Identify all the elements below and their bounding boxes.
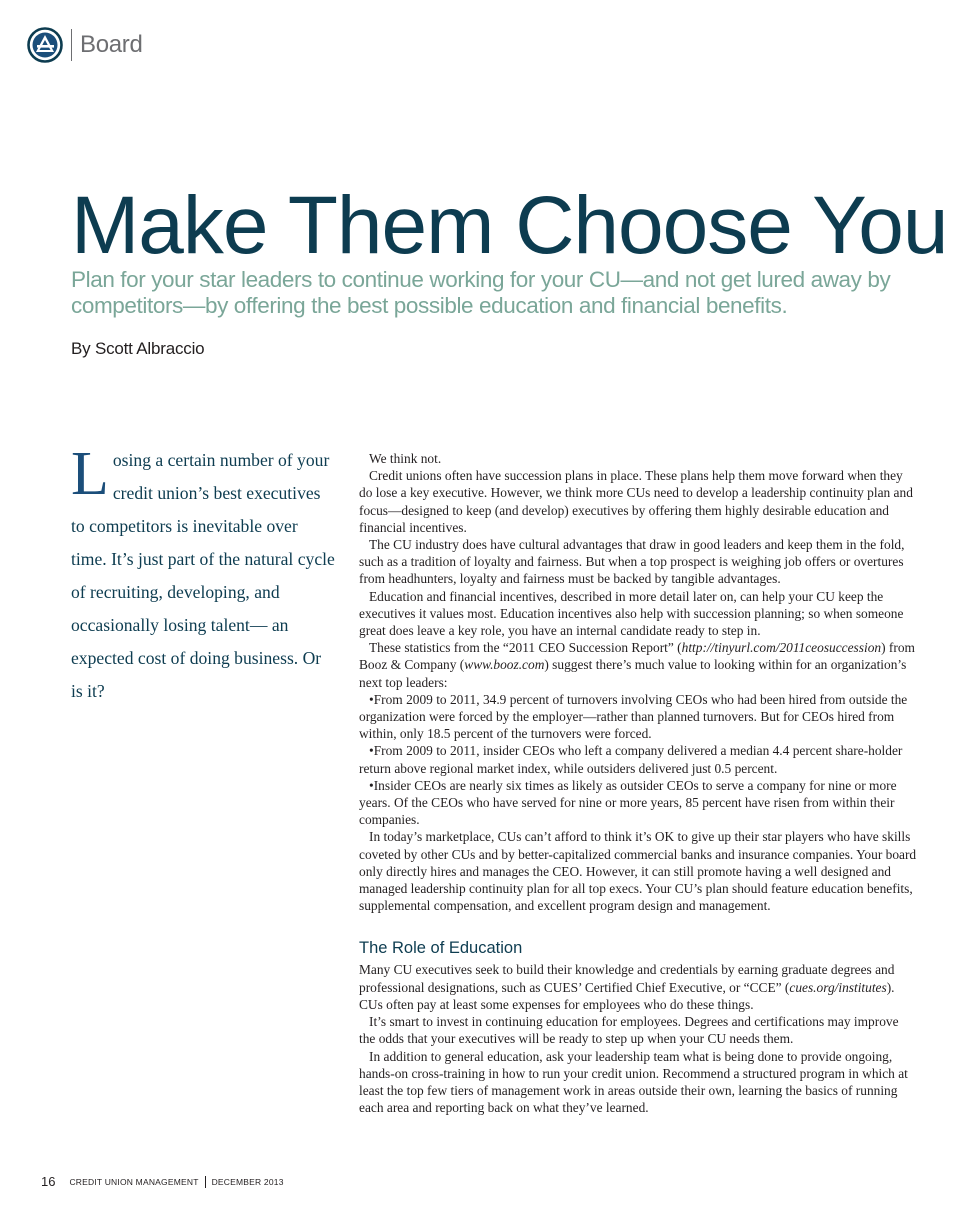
credit-union-logo-icon [27, 27, 63, 63]
body-paragraph: We think not. [369, 451, 442, 466]
report-link[interactable]: http://tinyurl.com/2011ceosuccession [681, 640, 882, 656]
publication-name: CREDIT UNION MANAGEMENT [69, 1176, 199, 1187]
issue-date: DECEMBER 2013 [211, 1176, 284, 1187]
page-footer [41, 1174, 284, 1189]
bullet-item: • Insider CEOs are nearly six times as likely as outsider CEOs to serve a company for nine or more years. Of the CEOs who have served for nine or more years, 85 percent have risen from within their companies. [359, 777, 917, 829]
body-paragraph: In today’s marketplace, CUs can’t afford to think it’s OK to give up their star players who have skills coveted by other CUs and by better-capitalized commercial banks and insurance companies. Your board only directly hires and manages the CEO. However, it can still promote having a well designed and managed leadership continuity plan for all top execs. Your CU’s plan should feature education benefits, supplemental compensation, and excellent program design and management. [359, 829, 917, 914]
body-paragraph: In addition to general education, ask your leadership team what is being done to provide ongoing, hands-on cross-training in how to run your credit union. Recommend a structured program in which at least the top few tiers of management work in areas outside their own, learning the basics of running each area and reporting back on what they’ve learned. [359, 1048, 908, 1116]
page-header [27, 27, 143, 63]
pull-quote [71, 440, 337, 708]
bullet-item: • From 2009 to 2011, insider CEOs who left a company delivered a median 4.4 percent share-holder return above regional market index, while outsiders delivered just 0.5 percent. [359, 742, 917, 776]
drop-cap: L [71, 440, 109, 508]
article-subtitle: Plan for your star leaders to continue working for your CU—and not get lured away by competitors—by offering the best possible education and financial benefits. [71, 267, 891, 318]
header-divider [71, 29, 72, 61]
page-number: 16 [41, 1174, 56, 1189]
section-label: Board [80, 31, 143, 58]
section-heading: The Role of Education [359, 939, 523, 958]
bullet-item: • From 2009 to 2011, 34.9 percent of turnovers involving CEOs who had been hired from outside the organization were forced by the employer—rather than planned turnovers. But for CEOs hired from within, only 18.5 percent of the turnovers were forced. [359, 691, 917, 743]
body-paragraph: These statistics from the “2011 CEO Succession Report” (http://tinyurl.com/2011ceosuccession) from Booz & Company (www.booz.com) suggest there’s much value to looking within for an organization’s next top leaders: [359, 640, 915, 690]
cues-link[interactable]: cues.org/institutes [789, 979, 887, 995]
body-paragraph: Credit unions often have succession plans in place. These plans help them move forward when they do lose a key executive. However, we think more CUs need to develop a leadership continuity plan and focus—designed to keep (and develop) executives by offering them highly desirable education and financial incentives. [359, 468, 913, 535]
booz-link[interactable]: www.booz.com [464, 657, 545, 673]
pull-quote-text: osing a certain number of your credit union’s best executives to competitors is inevitable over time. It’s just part of the natural cycle of recruiting, developing, and occasionally losing talent— an expected cost of doing business. Or is it? [71, 450, 335, 701]
footer-divider [205, 1176, 206, 1188]
article-title: Make Them Choose You [71, 180, 948, 271]
body-paragraph: It’s smart to invest in continuing education for employees. Degrees and certifications may improve the odds that your executives will be ready to step up when your CU needs them. [359, 1014, 899, 1047]
article-byline: By Scott Albraccio [71, 339, 205, 358]
article-body [359, 450, 917, 1116]
body-paragraph: Education and financial incentives, described in more detail later on, can help your CU keep the executives it values most. Education incentives also help with succession planning; so when someone great does leave a key role, you have an internal candidate ready to step in. [359, 588, 904, 639]
body-paragraph: Many CU executives seek to build their knowledge and credentials by earning graduate degrees and professional designations, such as CUES’ Certified Chief Executive, or “CCE” (cues.org/institutes). CUs often pay at least some expenses for employees who do these things. [359, 962, 895, 1012]
body-paragraph: The CU industry does have cultural advantages that draw in good leaders and keep them in the fold, such as a tradition of loyalty and fairness. But when a top prospect is weighing job offers or overtures from headhunters, loyalty and fairness must be backed by tangible advantages. [359, 537, 905, 587]
